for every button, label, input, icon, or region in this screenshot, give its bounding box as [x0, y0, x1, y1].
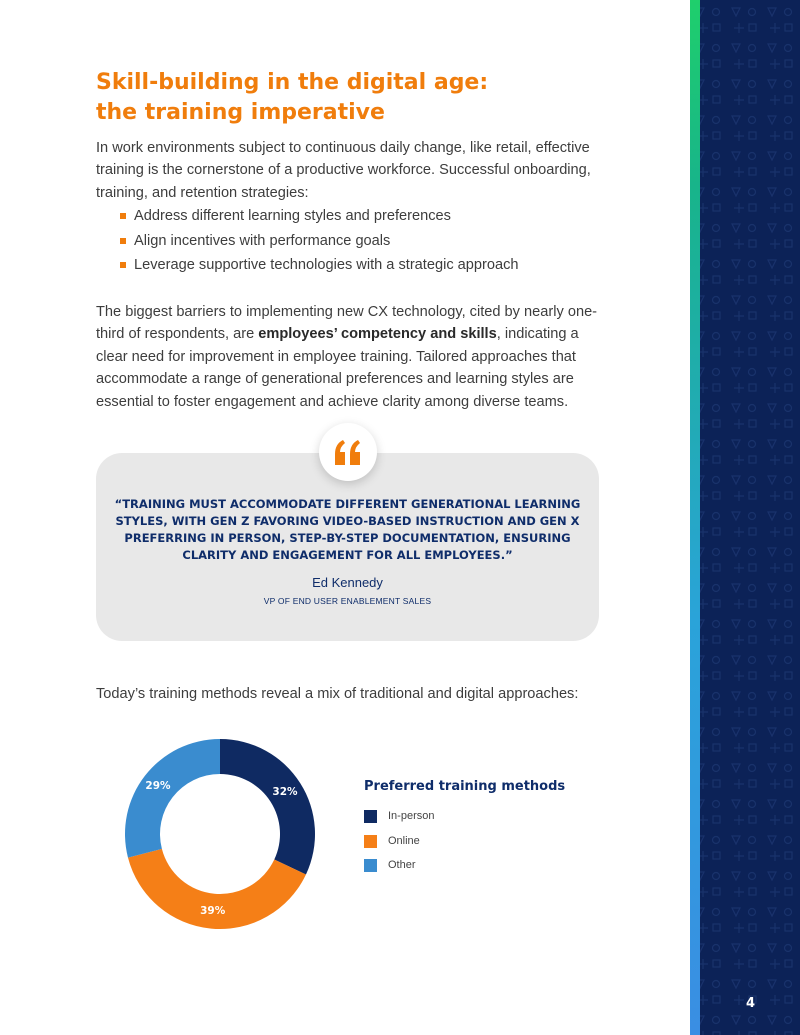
donut-slice-in-person — [220, 739, 315, 874]
legend-label: Other — [388, 859, 416, 871]
methods-intro: Today’s training methods reveal a mix of traditional and digital approaches: — [96, 686, 579, 702]
decorative-sidebar — [690, 0, 800, 1035]
legend-swatch-other — [364, 859, 377, 872]
list-item-text: Align incentives with performance goals — [134, 232, 391, 249]
quote-author: Ed Kennedy — [312, 575, 383, 590]
legend-item-online — [364, 835, 624, 849]
list-item — [120, 205, 600, 227]
barriers-paragraph — [96, 301, 601, 413]
page-number: 4 — [746, 996, 756, 1011]
donut-label-online: 39% — [200, 905, 226, 918]
donut-slice-other — [125, 739, 220, 858]
barriers-text-before: The biggest barriers to implementing new CX technology, cited by nearly one-third of respondents, are — [96, 304, 598, 343]
legend-label: Online — [388, 834, 420, 847]
donut-label-in-person: 32% — [272, 786, 298, 798]
legend-item-in-person — [364, 810, 624, 824]
list-item — [120, 254, 600, 276]
quote-text: “TRAINING MUST ACCOMMODATE DIFFERENT GENERATIONAL LEARNING STYLES, WITH GEN Z FAVORING VIDEO-BASED INSTRUCTION AND GEN X PREFERRING IN PERSON, STEP-BY-STEP DOCUMENTATION, ENSURING CLARITY AND ENGAGEMENT FOR ALL EMPLOYEES.” — [114, 497, 581, 562]
donut-label-other: 29% — [145, 780, 171, 792]
legend-item-other — [364, 859, 624, 873]
strategy-list — [120, 205, 600, 279]
gradient-stripe — [690, 0, 700, 1035]
quote-card — [96, 453, 599, 641]
intro-paragraph: In work environments subject to continuous daily change, like retail, effective training is the cornerstone of a productive workforce. Successful onboarding, training, and retention strategies: — [96, 140, 591, 201]
quote-mark-glyph — [333, 439, 363, 465]
training-methods-donut-chart — [110, 730, 330, 940]
barriers-text-bold: employees’ competency and skills — [258, 326, 497, 343]
bullet-square-icon — [120, 213, 126, 219]
chart-legend — [364, 779, 624, 884]
page-heading: Skill-building in the digital age: the training imperative — [96, 70, 489, 125]
bullet-square-icon — [120, 262, 126, 268]
list-item-text: Leverage supportive technologies with a strategic approach — [134, 257, 519, 273]
quote-mark-icon — [319, 423, 377, 481]
legend-swatch-online — [364, 835, 377, 848]
chart-title: Preferred training methods — [364, 779, 566, 794]
quote-author-role: VP OF END USER ENABLEMENT SALES — [263, 596, 432, 606]
barriers-text-after: , indicating a clear need for improvement in employee training. Tailored approaches that accommodate a range of generational preferences and learning styles are essential to foster engagement and achieve clarity among diverse teams. — [96, 326, 579, 410]
legend-swatch-in-person — [364, 810, 377, 823]
list-item — [120, 230, 600, 252]
sidebar-pattern — [690, 0, 800, 1035]
list-item-text: Address different learning styles and preferences — [134, 208, 451, 224]
bullet-square-icon — [120, 238, 126, 244]
legend-label: In-person — [388, 810, 435, 822]
